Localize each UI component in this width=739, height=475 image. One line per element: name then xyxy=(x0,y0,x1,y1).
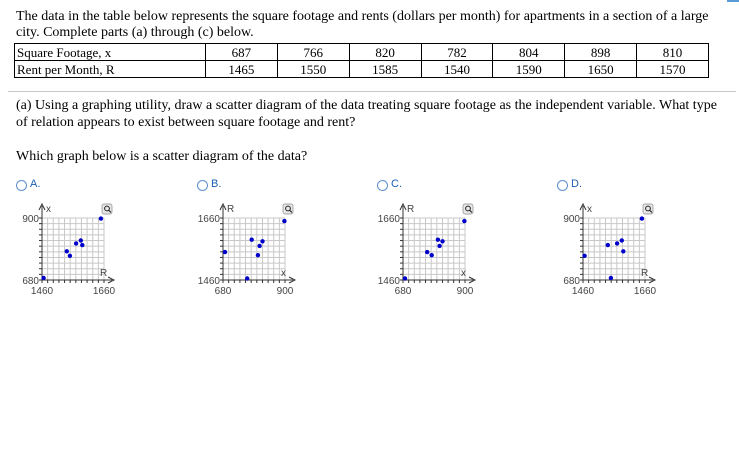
data-point xyxy=(250,238,254,242)
problem-intro: The data in the table below represents the square footage and rents (dollars per month) for apartments in a section of a large city. Complete parts (a) through (c) below. xyxy=(16,9,709,40)
y-axis-letter: R xyxy=(407,204,415,215)
option-a-graph xyxy=(16,192,186,308)
data-point xyxy=(260,239,264,243)
option-d[interactable] xyxy=(557,178,727,308)
table-cell: 687 xyxy=(206,44,278,61)
section-divider xyxy=(8,91,736,92)
y-axis-letter: R xyxy=(227,204,235,215)
row-header: Rent per Month, R xyxy=(15,61,206,78)
scatter-plot-svg xyxy=(197,192,367,308)
table-cell: 1590 xyxy=(493,61,565,78)
x-right-tick-label: 1660 xyxy=(92,286,116,297)
x-right-tick-label: 900 xyxy=(456,286,474,297)
option-a[interactable] xyxy=(16,178,186,308)
y-top-tick-label: 1660 xyxy=(377,214,400,225)
table-cell: 820 xyxy=(349,44,421,61)
data-point xyxy=(436,238,440,242)
scatter-plot-svg xyxy=(557,192,727,308)
data-point xyxy=(99,216,103,220)
data-point xyxy=(615,241,619,245)
y-bottom-tick-label: 1460 xyxy=(377,276,400,287)
table-cell: 1550 xyxy=(277,61,349,78)
data-point xyxy=(609,276,613,280)
option-c-label[interactable]: C. xyxy=(391,178,402,190)
option-b[interactable] xyxy=(197,178,367,308)
option-a-radio[interactable] xyxy=(16,180,27,191)
data-point xyxy=(245,276,249,280)
top-accent-bar xyxy=(727,0,739,2)
option-a-label[interactable]: A. xyxy=(30,178,41,190)
data-point xyxy=(403,276,407,280)
data-point xyxy=(640,216,644,220)
data-point xyxy=(440,239,444,243)
data-point xyxy=(425,250,429,254)
table-row xyxy=(15,44,709,61)
table-cell: 1540 xyxy=(421,61,493,78)
y-top-tick-label: 900 xyxy=(22,214,39,225)
table-cell: 1570 xyxy=(637,61,709,78)
option-d-label[interactable]: D. xyxy=(571,178,582,190)
data-point xyxy=(223,250,227,254)
y-axis-letter: x xyxy=(587,204,592,215)
option-b-graph xyxy=(197,192,367,308)
magnify-icon xyxy=(102,204,112,214)
table-cell: 810 xyxy=(637,44,709,61)
y-bottom-tick-label: 1460 xyxy=(197,276,220,287)
scatter-plot-svg xyxy=(16,192,186,308)
data-point xyxy=(430,253,434,257)
magnify-icon xyxy=(463,204,473,214)
question-text: Which graph below is a scatter diagram of the data? xyxy=(16,149,308,164)
data-point xyxy=(606,243,610,247)
magnify-icon xyxy=(643,204,653,214)
data-point xyxy=(65,249,69,253)
x-axis-letter: x xyxy=(281,268,286,279)
table-cell: 766 xyxy=(277,44,349,61)
magnify-icon xyxy=(283,204,293,214)
y-top-tick-label: 900 xyxy=(563,214,580,225)
table-cell: 804 xyxy=(493,44,565,61)
data-table xyxy=(14,43,709,78)
x-left-tick-label: 680 xyxy=(394,286,412,297)
data-point xyxy=(621,249,625,253)
option-c-graph xyxy=(377,192,547,308)
option-c[interactable] xyxy=(377,178,547,308)
y-top-tick-label: 1660 xyxy=(197,214,220,225)
data-point xyxy=(79,238,83,242)
table-cell: 1650 xyxy=(565,61,637,78)
data-point xyxy=(462,219,466,223)
part-a-prompt: (a) Using a graphing utility, draw a scatter diagram of the data treating square footage as the independent variable. What type of relation appears to exist between square footage and rent? xyxy=(16,98,717,130)
option-c-radio[interactable] xyxy=(377,180,388,191)
data-point xyxy=(256,253,260,257)
x-right-tick-label: 1660 xyxy=(633,286,657,297)
data-point xyxy=(437,244,441,248)
y-axis-letter: x xyxy=(46,204,51,215)
data-point xyxy=(68,254,72,258)
option-d-radio[interactable] xyxy=(557,180,568,191)
scatter-plot-svg xyxy=(377,192,547,308)
x-left-tick-label: 680 xyxy=(214,286,232,297)
data-point xyxy=(620,238,624,242)
x-axis-letter: x xyxy=(461,268,466,279)
table-cell: 1465 xyxy=(206,61,278,78)
table-row xyxy=(15,61,709,78)
y-bottom-tick-label: 680 xyxy=(22,276,39,287)
data-point xyxy=(582,254,586,258)
x-axis-letter: R xyxy=(100,268,108,279)
data-point xyxy=(282,219,286,223)
x-right-tick-label: 900 xyxy=(276,286,294,297)
data-point xyxy=(257,244,261,248)
row-header: Square Footage, x xyxy=(15,44,206,61)
table-cell: 1585 xyxy=(349,61,421,78)
data-point xyxy=(74,241,78,245)
table-cell: 782 xyxy=(421,44,493,61)
option-b-radio[interactable] xyxy=(197,180,208,191)
x-axis-letter: R xyxy=(641,268,649,279)
data-point xyxy=(80,243,84,247)
x-left-tick-label: 1460 xyxy=(30,286,54,297)
y-bottom-tick-label: 680 xyxy=(563,276,580,287)
option-b-label[interactable]: B. xyxy=(211,178,222,190)
x-left-tick-label: 1460 xyxy=(571,286,595,297)
option-d-graph xyxy=(557,192,727,308)
data-point xyxy=(41,276,45,280)
table-cell: 898 xyxy=(565,44,637,61)
